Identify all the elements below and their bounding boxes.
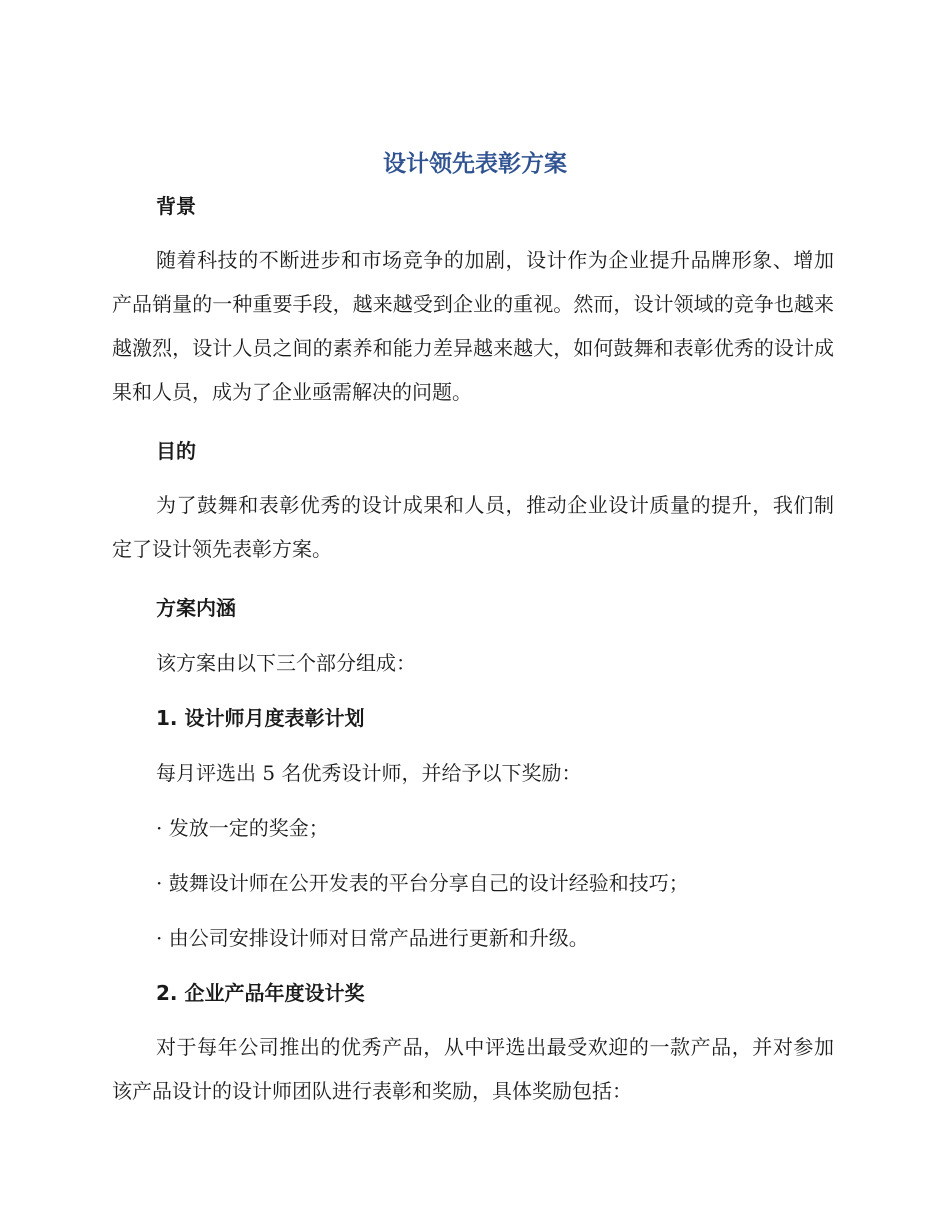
list-item: · 发放一定的奖金； [156, 816, 329, 840]
purpose-paragraph: 为了鼓舞和表彰优秀的设计成果和人员，推动企业设计质量的提升，我们制定了设计领先表彰方案。 [112, 493, 834, 561]
document-title: 设计领先表彰方案 [383, 151, 567, 177]
document-body [112, 188, 834, 1113]
annual-paragraph: 对于每年公司推出的优秀产品，从中评选出最受欢迎的一款产品，并对参加该产品设计的设计师团队进行表彰和奖励，具体奖励包括： [112, 1035, 834, 1103]
section-heading-background: 背景 [156, 194, 196, 218]
section-heading-annual: 2. 企业产品年度设计奖 [156, 981, 365, 1005]
monthly-intro: 每月评选出 5 名优秀设计师，并给予以下奖励： [156, 761, 582, 785]
content-intro: 该方案由以下三个部分组成： [156, 651, 416, 675]
section-heading-purpose: 目的 [156, 439, 196, 463]
list-item: · 由公司安排设计师对日常产品进行更新和升级。 [156, 926, 589, 950]
section-heading-content: 方案内涵 [156, 596, 236, 620]
list-item: · 鼓舞设计师在公开发表的平台分享自己的设计经验和技巧； [156, 871, 689, 895]
background-paragraph: 随着科技的不断进步和市场竞争的加剧，设计作为企业提升品牌形象、增加产品销量的一种重要手段，越来越受到企业的重视。然而，设计领域的竞争也越来越激烈，设计人员之间的素养和能力差异越来越大，如何鼓舞和表彰优秀的设计成果和人员，成为了企业亟需解决的问题。 [112, 248, 834, 404]
section-heading-monthly: 1. 设计师月度表彰计划 [156, 706, 365, 730]
